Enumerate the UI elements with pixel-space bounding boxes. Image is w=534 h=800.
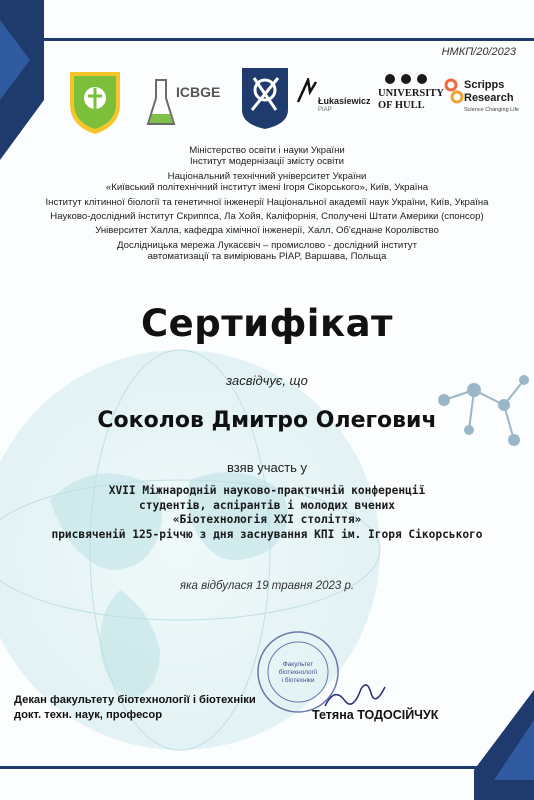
corner-decoration-bottom-right — [474, 690, 534, 800]
signer-position — [14, 693, 256, 723]
org-line: Міністерство освіти і науки України — [189, 145, 345, 156]
top-rule — [44, 38, 534, 41]
lukasiewicz-logo-text: Łukasiewicz — [318, 96, 371, 106]
stamp-line3: і біотехніки — [281, 677, 315, 684]
scripps-mark-icon — [444, 78, 464, 104]
logos-row — [60, 66, 530, 138]
conference-block — [0, 484, 534, 542]
org-line: «Київський політехнічний інститут імені Ігоря Сікорського», Київ, Україна — [105, 182, 429, 194]
lukasiewicz-sub-text: PIAP — [318, 107, 332, 113]
conference-line: XVII Міжнародній науково-практичній конференції — [108, 484, 426, 497]
hull-logo-line1: UNIVERSITY — [378, 88, 444, 99]
recipient-name: Соколов Дмитро Олегович — [97, 408, 437, 433]
hull-crest-icon — [382, 72, 430, 86]
organizers-block — [0, 145, 534, 263]
bottom-rule — [0, 766, 490, 769]
conference-line: студентів, аспірантів і молодих вчених — [139, 498, 395, 512]
certifies-text: засвідчує, що — [226, 373, 308, 388]
stamp-line1: Факультет — [282, 661, 314, 668]
signer-name: Тетяна ТОДОСІЙЧУК — [312, 708, 439, 722]
held-on-text: яка відбулася 19 травня 2023 р. — [179, 580, 355, 592]
org-line: Університет Халла, кафедра хімічної інженерії, Халл, Об'єднане Королівство — [95, 225, 439, 237]
signer-position-line1: Декан факультету біотехнології і біотехніки — [14, 694, 256, 706]
lukasiewicz-mark-icon — [296, 78, 318, 104]
certificate-title: Сертифікат — [140, 302, 394, 345]
signer-position-line2: докт. техн. наук, професор — [14, 709, 163, 721]
faculty-emblem-icon — [60, 66, 130, 136]
took-part-text: взяв участь у — [226, 460, 308, 475]
scripps-logo-line2: Research — [464, 92, 514, 104]
hull-logo-line2: OF HULL — [378, 100, 425, 111]
conference-line: «Біотехнологія XXI століття» — [172, 513, 362, 526]
org-line: Дослідницька мережа Лукасєвіч – промислово - дослідний інститут — [117, 239, 417, 251]
kpi-emblem-icon — [240, 66, 290, 130]
certificate-code: НМКП/20/2023 — [441, 46, 516, 58]
conference-line: присвяченій 125-річчю з дня заснування КПІ ім. Ігоря Сікорського — [51, 527, 483, 541]
stamp-line2: біотехнології — [278, 669, 318, 676]
org-line: Інститут модернізації змісту освіти — [190, 156, 344, 168]
org-line: Науково-дослідний інститут Скриппса, Ла Хойя, Каліфорнія, Сполучені Штати Америки (спонсор) — [50, 211, 484, 223]
scripps-logo-line1: Scripps — [464, 79, 505, 91]
scripps-tagline: Science Changing Life — [464, 107, 520, 113]
icbge-logo-text: ICBGE — [176, 84, 221, 100]
org-line: автоматизації та вимірювань PIAP, Варшава, Польща — [147, 251, 387, 263]
org-line: Національний технічний університет України — [167, 170, 367, 182]
org-line: Інститут клітинної біології та генетичної інженерії Національної академії наук України, Київ, Україна — [45, 196, 489, 208]
flask-icon — [146, 76, 176, 130]
